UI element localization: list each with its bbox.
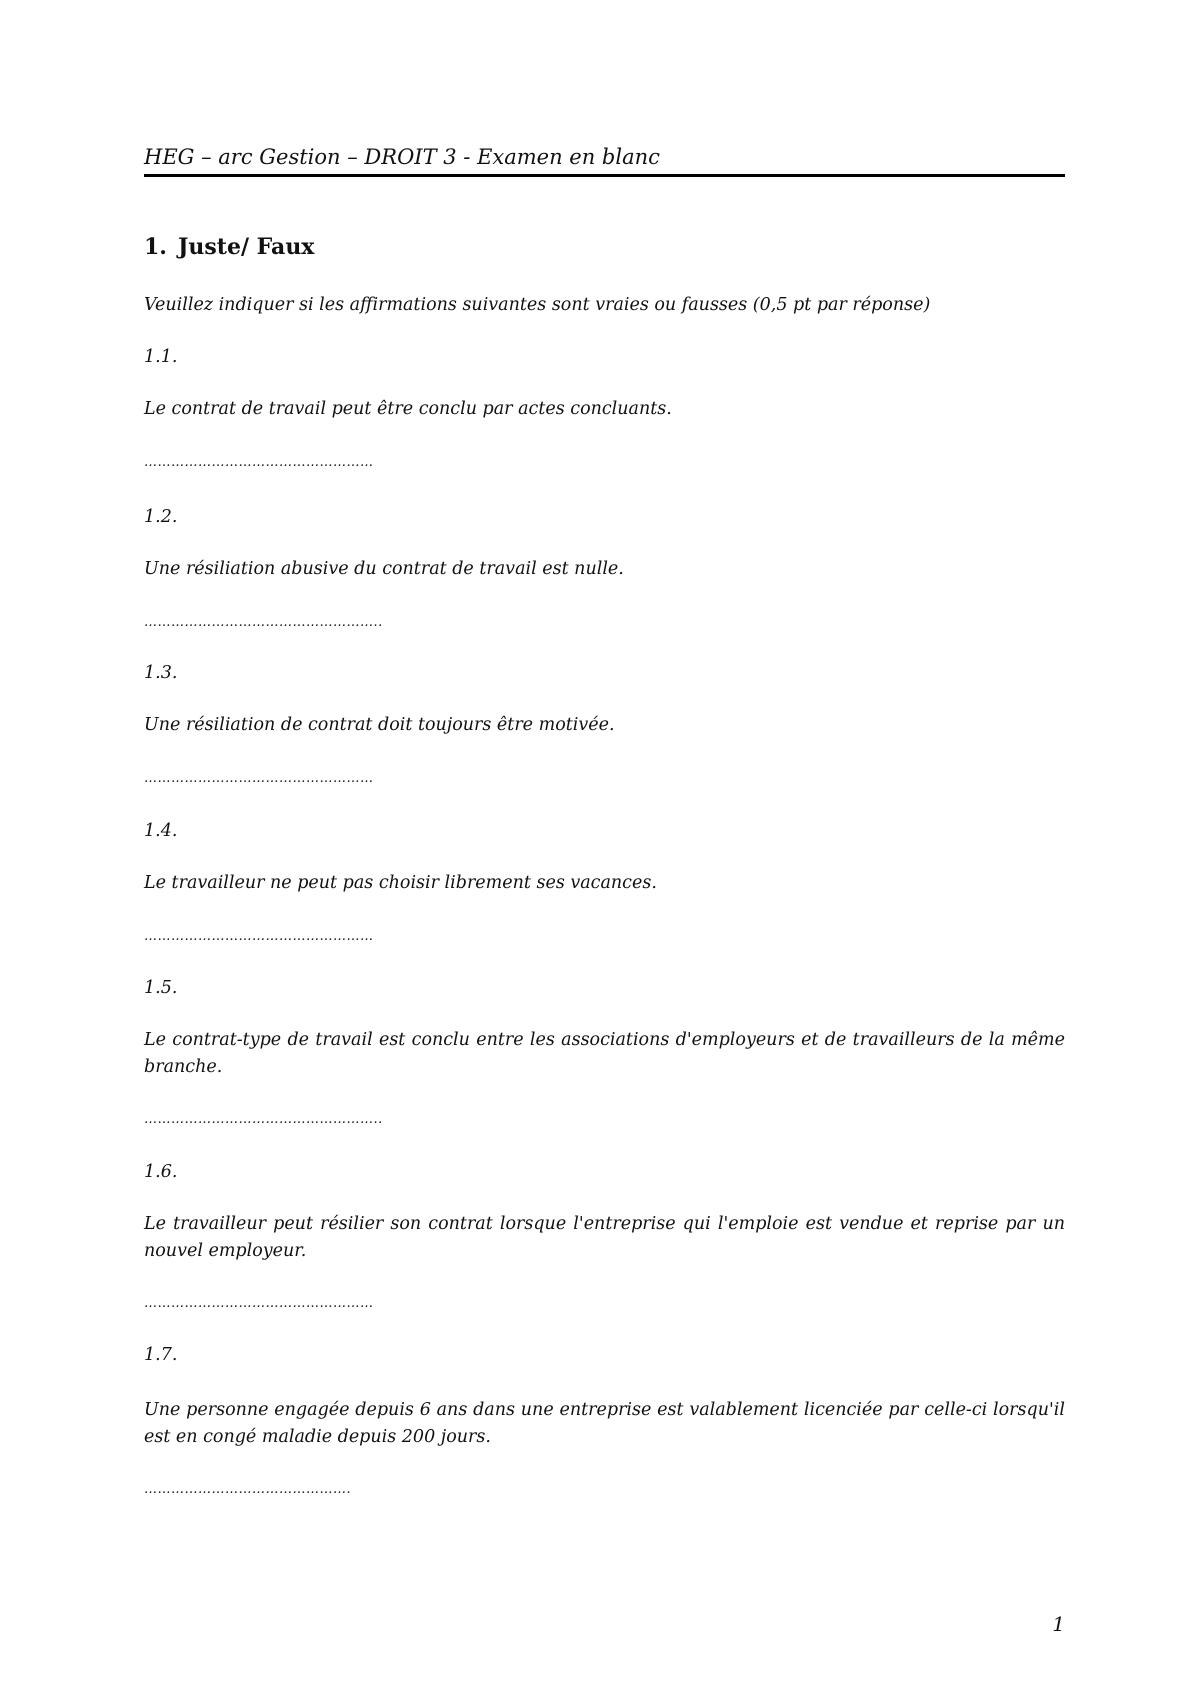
question-text: Le travailleur peut résilier son contrat lorsque l'entreprise qui l'emploie est vendue et reprise par un nouvel employeur. [144, 1214, 1065, 1261]
question-text: Le contrat de travail peut être conclu par actes concluants. [144, 399, 672, 419]
header-title: HEG – arc Gestion – DROIT 3 - Examen en blanc [144, 145, 660, 169]
page-header [144, 142, 1065, 177]
answer-line[interactable]: …………………………………………….. [144, 615, 383, 630]
section-title [144, 232, 314, 262]
answer-line[interactable]: ………………………………………. [144, 1482, 352, 1497]
page-number: 1 [1052, 1612, 1065, 1636]
question-text: Une personne engagée depuis 6 ans dans une entreprise est valablement licenciée par celle-ci lorsqu'il est en congé maladie depuis 200 jours. [144, 1400, 1065, 1447]
section-instruction: Veuillez indiquer si les affirmations suivantes sont vraies ou fausses (0,5 pt par réponse) [144, 295, 931, 315]
question-number: 1.6. [144, 1162, 178, 1182]
question-number: 1.1. [144, 347, 178, 367]
question-number: 1.4. [144, 821, 178, 841]
question-number: 1.7. [144, 1345, 178, 1365]
answer-line[interactable]: …………………………………………… [144, 1296, 374, 1311]
question-text: Une résiliation de contrat doit toujours être motivée. [144, 715, 615, 735]
answer-line[interactable]: …………………………………………….. [144, 1112, 383, 1127]
question-number: 1.2. [144, 507, 178, 527]
question-text: Une résiliation abusive du contrat de travail est nulle. [144, 559, 624, 579]
answer-line[interactable]: …………………………………………… [144, 771, 374, 786]
section-title-text: Juste/ Faux [178, 234, 315, 260]
answer-line[interactable]: …………………………………………… [144, 455, 374, 470]
question-number: 1.5. [144, 978, 178, 998]
section-number: 1. [144, 234, 167, 260]
question-number: 1.3. [144, 663, 178, 683]
answer-line[interactable]: …………………………………………… [144, 929, 374, 944]
question-text: Le travailleur ne peut pas choisir librement ses vacances. [144, 873, 657, 893]
question-text: Le contrat-type de travail est conclu entre les associations d'employeurs et de travailleurs de la même branche. [144, 1030, 1065, 1077]
